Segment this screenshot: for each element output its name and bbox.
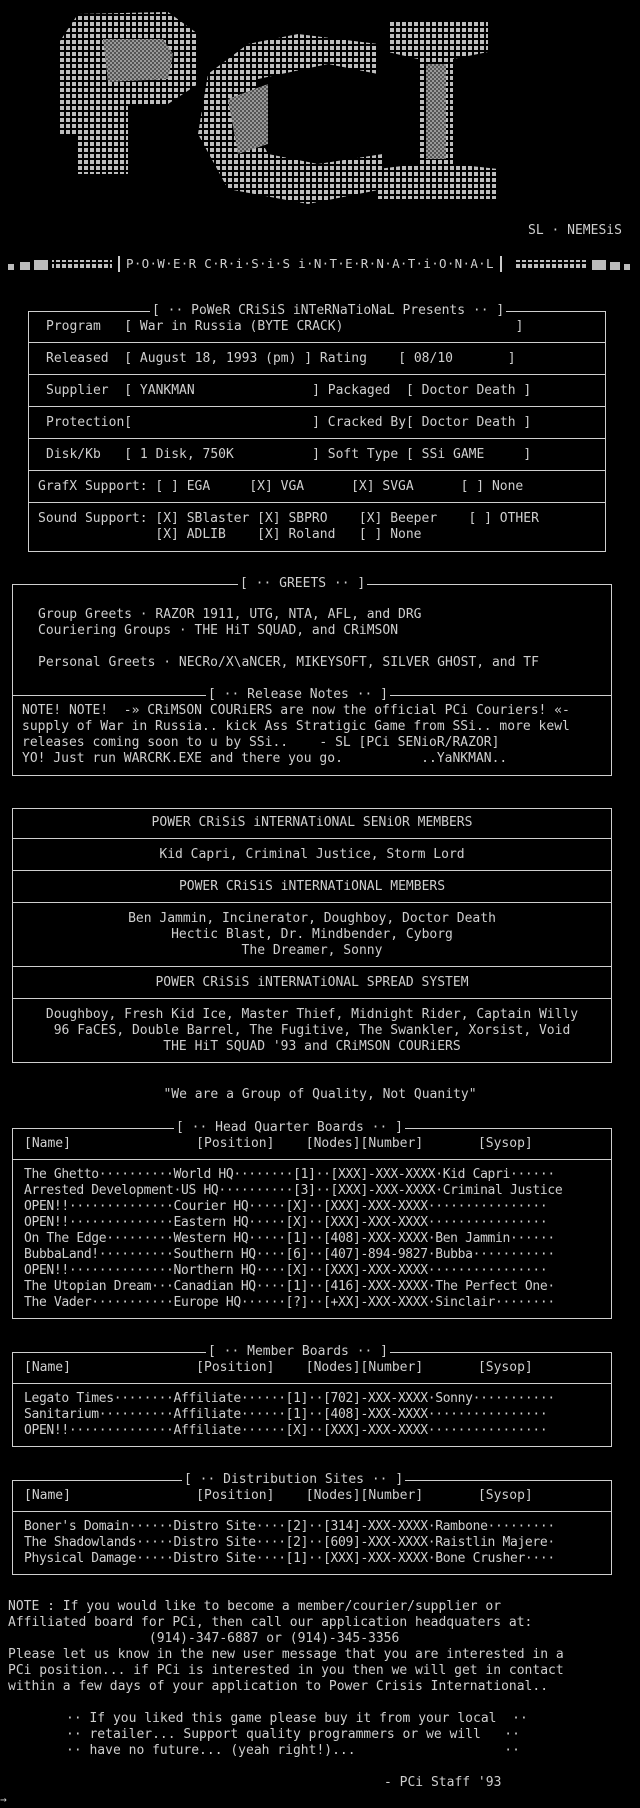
buy-note-3: ·· have no future... (yeah right!)... ·· — [66, 1743, 520, 1758]
notes-line-4: YO! Just run WARCRK.EXE and there you go. ..YaNKMAN.. — [22, 751, 508, 766]
greets-personal: Personal Greets · NECRo/X\aNCER, MIKEYSOFT, SILVER GHOST, and TF — [38, 655, 539, 670]
hq-board-row: BubbaLand!··········Southern HQ····[6]··[407]-894-9827·Bubba··········· — [24, 1247, 555, 1262]
greets-couriering: Couriering Groups · THE HiT SQUAD, and CRiMSON — [38, 623, 399, 638]
hq-board-row: OPEN!!··············Eastern HQ·····[X]··[XXX]-XXX-XXXX················ — [24, 1215, 548, 1230]
hq-board-row: OPEN!!··············Northern HQ····[X]··[XXX]-XXX-XXXX················ — [24, 1263, 548, 1278]
hq-board-row: Arrested Development·US HQ··········[3]··[XXX]-XXX-XXXX·Criminal Justice — [24, 1183, 563, 1198]
prompt-cursor: → — [0, 1793, 7, 1806]
footer-phones: (914)-347-6887 or (914)-345-3356 — [8, 1631, 400, 1646]
notes-line-1: NOTE! NOTE! -» CRiMSON COURiERS are now the official PCi Couriers! «- — [22, 703, 570, 718]
hq-board-row: The Utopian Dream···Canadian HQ····[1]··[416]-XXX-XXXX·The Perfect One· — [24, 1279, 555, 1294]
dist-sites-header: [Name] [Position] [Nodes][Number] [Sysop] — [24, 1488, 533, 1503]
signature: - PCi Staff '93 — [384, 1775, 502, 1790]
release-legend: [ ·· PoWeR CRiSiS iNTeRNaTioNaL Presents ·· ] — [152, 303, 505, 318]
senior-members-list: Kid Capri, Criminal Justice, Storm Lord — [159, 847, 465, 862]
banner-left-blocks — [8, 258, 114, 272]
member-board-row: Sanitarium··········Affiliate······[1]··[408]-XXX-XXXX················ — [24, 1407, 548, 1422]
motto: "We are a Group of Quality, Not Quanity" — [163, 1087, 477, 1102]
release-row-protection: Protection[ ] Cracked By[ Doctor Death ] — [46, 415, 532, 430]
hq-board-row: The Ghetto··········World HQ········[1]··[XXX]-XXX-XXXX·Kid Capri······ — [24, 1167, 555, 1182]
footer-note-6: within a few days of your application to Power Crisis International.. — [8, 1679, 549, 1694]
member-boards-header: [Name] [Position] [Nodes][Number] [Sysop] — [24, 1360, 533, 1375]
release-row-released: Released [ August 18, 1993 (pm) ] Rating [ 08/10 ] — [46, 351, 516, 366]
notes-line-2: supply of War in Russia.. kick Ass Stratigic Game from SSi.. more kewl — [22, 719, 570, 734]
greets-legend: [ ·· GREETS ·· ] — [240, 576, 366, 591]
spread-list-1: Doughboy, Fresh Kid Ice, Master Thief, Midnight Rider, Captain Willy — [45, 1007, 579, 1022]
sound-support-2: [X] ADLIB [X] Roland [ ] None — [38, 527, 422, 542]
release-row-disk: Disk/Kb [ 1 Disk, 750K ] Soft Type [ SSi GAME ] — [46, 447, 532, 462]
notes-legend: [ ·· Release Notes ·· ] — [208, 687, 389, 702]
dist-sites-legend: [ ·· Distribution Sites ·· ] — [184, 1472, 404, 1487]
notes-line-3: releases coming soon to u by SSi.. - SL [PCi SENioR/RAZOR] — [22, 735, 500, 750]
release-row-program: Program [ War in Russia (BYTE CRACK) ] — [46, 319, 524, 334]
dist-site-row: Physical Damage·····Distro Site····[1]··[XXX]-XXX-XXXX·Bone Crusher···· — [24, 1551, 555, 1566]
credits: SL · NEMESiS — [528, 223, 622, 238]
footer-note-2: Affiliated board for PCi, then call our application headquaters at: — [8, 1615, 533, 1630]
members-title: POWER CRiSiS iNTERNATiONAL MEMBERS — [178, 879, 446, 894]
member-board-row: Legato Times········Affiliate······[1]··[702]-XXX-XXXX·Sonny··········· — [24, 1391, 555, 1406]
hq-board-row: OPEN!!··············Courier HQ·····[X]··[XXX]-XXX-XXXX················ — [24, 1199, 548, 1214]
footer-note-1: NOTE : If you would like to become a member/courier/supplier or — [8, 1599, 502, 1614]
member-boards-legend: [ ·· Member Boards ·· ] — [208, 1344, 389, 1359]
dist-site-row: The Shadowlands·····Distro Site····[2]··[609]-XXX-XXXX·Raistlin Majere· — [24, 1535, 555, 1550]
greets-group: Group Greets · RAZOR 1911, UTG, NTA, AFL, and DRG — [38, 607, 422, 622]
banner-right-blocks — [516, 258, 632, 272]
buy-note-1: ·· If you liked this game please buy it from your local ·· — [66, 1711, 528, 1726]
spread-list-2: 96 FaCES, Double Barrel, The Fugitive, The Swankler, Xorsist, Void — [53, 1023, 571, 1038]
hq-header: [Name] [Position] [Nodes][Number] [Sysop] — [24, 1136, 533, 1151]
hq-legend: [ ·· Head Quarter Boards ·· ] — [176, 1120, 403, 1135]
hq-board-row: The Vader···········Europe HQ······[?]··[+XX]-XXX-XXXX·Sinclair········ — [24, 1295, 555, 1310]
sound-support: Sound Support: [X] SBlaster [X] SBPRO [X] Beeper [ ] OTHER — [38, 511, 539, 526]
spread-list-3: THE HiT SQUAD '93 and CRiMSON COURiERS — [163, 1039, 461, 1054]
members-list-2: Hectic Blast, Dr. Mindbender, Cyborg — [171, 927, 453, 942]
banner-text: P·O·W·E·R C·R·i·S·i·S i·N·T·E·R·N·A·T·i·O·N·A·L — [118, 256, 502, 272]
buy-note-2: ·· retailer... Support quality programmers or we will ·· — [66, 1727, 520, 1742]
svg-text:PCi: PCi — [293, 103, 317, 118]
spread-title: POWER CRiSiS iNTERNATiONAL SPREAD SYSTEM — [155, 975, 469, 990]
senior-members-title: POWER CRiSiS iNTERNATiONAL SENiOR MEMBERS — [151, 815, 473, 830]
members-list-3: The Dreamer, Sonny — [241, 943, 383, 958]
members-list-1: Ben Jammin, Incinerator, Doughboy, Doctor Death — [128, 911, 496, 926]
member-board-row: OPEN!!··············Affiliate······[X]··[XXX]-XXX-XXXX················ — [24, 1423, 548, 1438]
grafx-support: GrafX Support: [ ] EGA [X] VGA [X] SVGA [ ] None — [38, 479, 524, 494]
release-row-supplier: Supplier [ YANKMAN ] Packaged [ Doctor Death ] — [46, 383, 532, 398]
dist-site-row: Boner's Domain······Distro Site····[2]··[314]-XXX-XXXX·Rambone········· — [24, 1519, 555, 1534]
pci-logo — [48, 4, 538, 220]
footer-note-4: Please let us know in the new user message that you are interested in a — [8, 1647, 564, 1662]
hq-board-row: On The Edge·········Western HQ·····[1]··[408]-XXX-XXXX·Ben Jammin······ — [24, 1231, 555, 1246]
footer-note-5: PCi position... if PCi is interested in you then we will get in contact — [8, 1663, 564, 1678]
